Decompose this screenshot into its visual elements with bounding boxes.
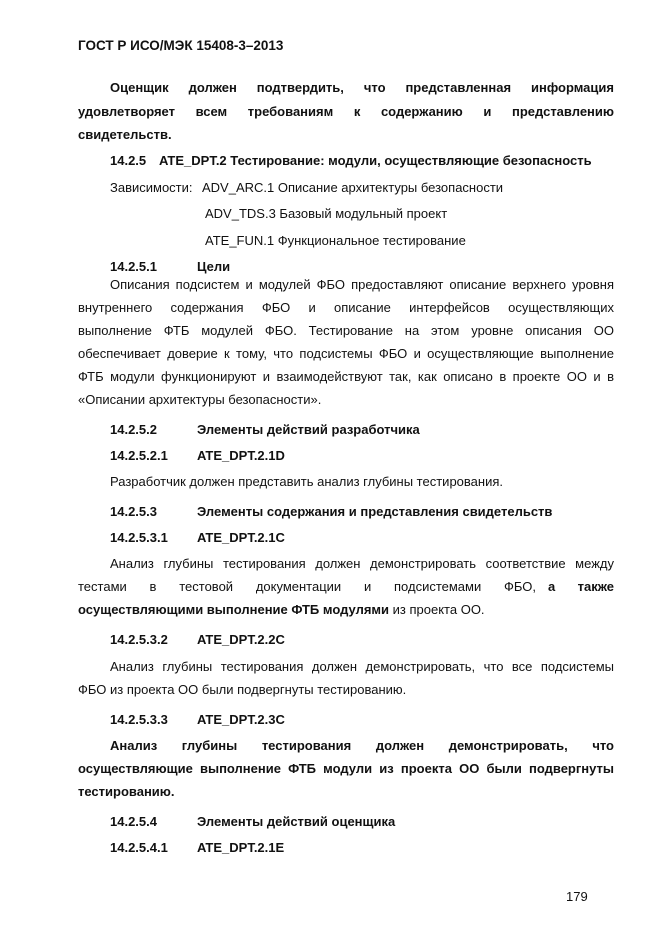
section-title: ATE_DPT.2.1E [197,840,285,855]
paragraph-line: внутреннего содержания ФБО и описание интерфейсов осуществляющих [78,300,614,315]
section-number: 14.2.5.3.2 [110,632,168,647]
section-number: 14.2.5.3.1 [110,530,168,545]
paragraph-line [78,602,485,618]
paragraph-line: «Описании архитектуры безопасности». [78,392,322,407]
paragraph-line: Анализ глубины тестирования должен демонстрировать соответствие между [110,556,614,571]
section-title: Цели [197,259,231,274]
section-title: Элементы действий оценщика [197,814,396,829]
dependency-item: ADV_TDS.3 Базовый модульный проект [205,206,448,221]
section-number: 14.2.5.2.1 [110,448,168,463]
paragraph-line: обеспечивает доверие к тому, что подсистемы ФБО и осуществляющие выполнение [78,346,614,361]
paragraph-line: свидетельств. [78,127,172,142]
section-title: ATE_DPT.2.1D [197,448,285,463]
section-title: ATE_DPT.2.2C [197,632,285,647]
section-title: ATE_DPT.2 Тестирование: модули, осуществляющие безопасность [159,153,592,168]
dependencies-label: Зависимости: [110,180,193,195]
paragraph-line: выполнение ФТБ модулей ФБО. Тестирование на этом уровне описания ОО [78,323,614,338]
paragraph-line: Анализ глубины тестирования должен демонстрировать, что [110,738,614,753]
paragraph-line: Описания подсистем и модулей ФБО предоставляют описание верхнего уровня [110,277,614,292]
paragraph-line: Анализ глубины тестирования должен демонстрировать, что все подсистемы [110,659,614,674]
paragraph-line: Оценщик должен подтвердить, что представленная информация [110,80,614,95]
section-title: ATE_DPT.2.3C [197,712,285,727]
paragraph-line: тестами в тестовой документации и подсистемами ФБО, [78,579,536,594]
section-number: 14.2.5.4 [110,814,157,829]
paragraph-line: тестированию. [78,784,175,799]
paragraph-line: ФТБ модули функционируют и взаимодействуют так, как описано в проекте ОО и в [78,369,614,384]
section-number: 14.2.5.1 [110,259,157,274]
section-title: Элементы действий разработчика [197,422,420,437]
section-number: 14.2.5.3.3 [110,712,168,727]
section-title: ATE_DPT.2.1C [197,530,285,545]
emphasis-text: осуществляющими выполнение ФТБ модулями [78,602,390,617]
emphasis-text: а также [548,579,614,594]
page-number: 179 [566,889,588,904]
section-number: 14.2.5 [110,153,147,168]
section-title: Элементы содержания и представления свидетельств [197,504,553,519]
dependency-item: ATE_FUN.1 Функциональное тестирование [205,233,466,248]
dependency-item: ADV_ARC.1 Описание архитектуры безопасности [202,180,504,195]
page-header: ГОСТ Р ИСО/МЭК 15408-3–2013 [78,38,284,53]
paragraph-text: из проекта ОО. [392,602,485,617]
paragraph-line: ФБО из проекта ОО были подвергнуты тестированию. [78,682,407,697]
paragraph-line: осуществляющие выполнение ФТБ модули из проекта ОО были подвергнуты [78,761,614,776]
paragraph-line: Разработчик должен представить анализ глубины тестирования. [110,474,503,489]
section-number: 14.2.5.3 [110,504,157,519]
paragraph-line: удовлетворяет всем требованиям к содержанию и представлению [78,104,614,119]
section-number: 14.2.5.2 [110,422,157,437]
section-number: 14.2.5.4.1 [110,840,168,855]
